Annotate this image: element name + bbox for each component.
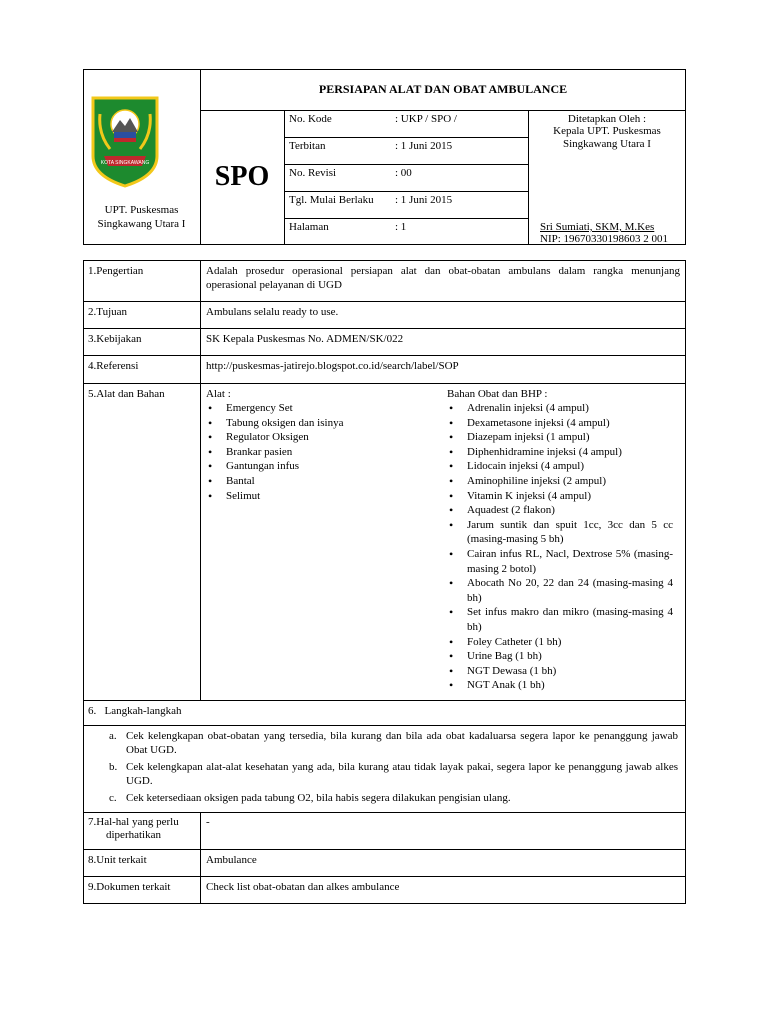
list-item: • Diazepam injeksi (1 ampul)	[447, 430, 673, 445]
list-item: • NGT Anak (1 bh)	[447, 678, 673, 693]
list-item: • Tabung oksigen dan isinya	[206, 416, 426, 431]
list-item: • Set infus makro dan mikro (masing-masing 4 bh)	[447, 605, 673, 634]
field-label-tgl: Tgl. Mulai Berlaku	[289, 194, 374, 206]
approval-line3: Singkawang Utara I	[563, 138, 651, 150]
field-value-halaman: : 1	[395, 221, 407, 233]
field-value-tgl: : 1 Juni 2015	[395, 194, 453, 206]
list-item: • Dexametasone injeksi (4 ampul)	[447, 416, 673, 431]
list-item	[106, 791, 678, 805]
row-label-referensi: 4.Referensi	[88, 360, 139, 372]
field-value-kode: : UKP / SPO /	[395, 113, 457, 125]
org-name-line1: UPT. Puskesmas	[104, 204, 179, 216]
row-text-referensi: http://puskesmas-jatirejo.blogspot.co.id/search/label/SOP	[206, 360, 459, 372]
bahan-heading: Bahan Obat dan BHP :	[447, 388, 548, 400]
org-name-line2: Singkawang Utara I	[97, 218, 186, 230]
list-item: • Emergency Set	[206, 401, 426, 416]
row-label-langkah: 6. Langkah-langkah	[88, 705, 182, 717]
step-marker: a.	[109, 730, 117, 742]
list-item	[106, 729, 678, 757]
logo-ribbon: KOTA SINGKAWANG	[100, 160, 150, 166]
row-text-kebijakan: SK Kepala Puskesmas No. ADMEN/SK/022	[206, 333, 404, 345]
list-item: • Jarum suntik dan spuit 1cc, 3cc dan 5 cc (masing-masing 5 bh)	[447, 518, 673, 547]
step-marker: b.	[109, 761, 118, 773]
field-label-halaman: Halaman	[289, 221, 329, 233]
row-text-pengertian: Adalah prosedur operasional persiapan alat dan obat-obatan ambulans dalam rangka menunjang operasional pelayanan di UGD	[206, 265, 680, 291]
alat-heading: Alat :	[206, 388, 231, 400]
list-item: • Foley Catheter (1 bh)	[447, 635, 673, 650]
document-title: PERSIAPAN ALAT DAN OBAT AMBULANCE	[318, 82, 568, 96]
list-item: • Abocath No 20, 22 dan 24 (masing-masing 4 bh)	[447, 576, 673, 605]
field-value-terbitan: : 1 Juni 2015	[395, 140, 453, 152]
row-text-hal: -	[206, 816, 210, 828]
list-item: • Adrenalin injeksi (4 ampul)	[447, 401, 673, 416]
list-item: • Urine Bag (1 bh)	[447, 649, 673, 664]
signer-name: Sri Sumiati, SKM, M.Kes	[540, 221, 655, 233]
row-label-dokumen: 9.Dokumen terkait	[88, 881, 171, 893]
row-text-unit: Ambulance	[206, 854, 257, 866]
row-label-unit: 8.Unit terkait	[88, 854, 147, 866]
row-text-dokumen: Check list obat-obatan dan alkes ambulance	[206, 881, 400, 893]
approval-line1: Ditetapkan Oleh :	[567, 113, 647, 125]
list-item: • Bantal	[206, 474, 426, 489]
signer-nip: NIP: 19670330198603 2 001	[540, 233, 669, 245]
row-label-hal-line2: diperhatikan	[106, 829, 161, 841]
list-item: • Diphenhidramine injeksi (4 ampul)	[447, 445, 673, 460]
field-value-revisi: : 00	[395, 167, 412, 179]
list-item: • NGT Dewasa (1 bh)	[447, 664, 673, 679]
step-text: Cek kelengkapan alat-alat kesehatan yang ada, bila kurang atau tidak layak pakai, segera lapor ke penanggung jawab alkes UGD.	[126, 761, 678, 787]
list-item: • Lidocain injeksi (4 ampul)	[447, 459, 673, 474]
list-item: • Brankar pasien	[206, 445, 426, 460]
field-label-kode: No. Kode	[289, 113, 332, 125]
list-item: • Aminophiline injeksi (2 ampul)	[447, 474, 673, 489]
langkah-steps	[106, 729, 678, 808]
list-item: • Vitamin K injeksi (4 ampul)	[447, 489, 673, 504]
row-label-alat-bahan: 5.Alat dan Bahan	[88, 388, 165, 400]
spo-label: SPO	[214, 161, 270, 192]
row-label-pengertian: 1.Pengertian	[88, 265, 144, 277]
field-label-terbitan: Terbitan	[289, 140, 326, 152]
approval-line2: Kepala UPT. Puskesmas	[553, 125, 661, 137]
row-label-tujuan: 2.Tujuan	[88, 306, 128, 318]
step-text: Cek ketersediaan oksigen pada tabung O2, bila habis segera dilakukan pengisian ulang.	[126, 792, 511, 804]
list-item: • Aquadest (2 flakon)	[447, 503, 673, 518]
bahan-list	[447, 401, 673, 693]
list-item: • Cairan infus RL, Nacl, Dextrose 5% (masing-masing 2 botol)	[447, 547, 673, 576]
step-marker: c.	[109, 792, 117, 804]
row-label-hal-line1: 7.Hal-hal yang perlu	[88, 816, 179, 828]
row-text-tujuan: Ambulans selalu ready to use.	[206, 306, 339, 318]
list-item	[106, 760, 678, 788]
field-label-revisi: No. Revisi	[289, 167, 337, 179]
list-item: • Gantungan infus	[206, 459, 426, 474]
list-item: • Regulator Oksigen	[206, 430, 426, 445]
list-item: • Selimut	[206, 489, 426, 504]
row-label-kebijakan: 3.Kebijakan	[88, 333, 142, 345]
alat-list	[206, 401, 426, 503]
step-text: Cek kelengkapan obat-obatan yang tersedia, bila kurang dan bila ada obat kadaluarsa segera lapor ke penanggung jawab Obat UGD.	[126, 730, 678, 756]
kota-singkawang-logo	[90, 94, 160, 190]
